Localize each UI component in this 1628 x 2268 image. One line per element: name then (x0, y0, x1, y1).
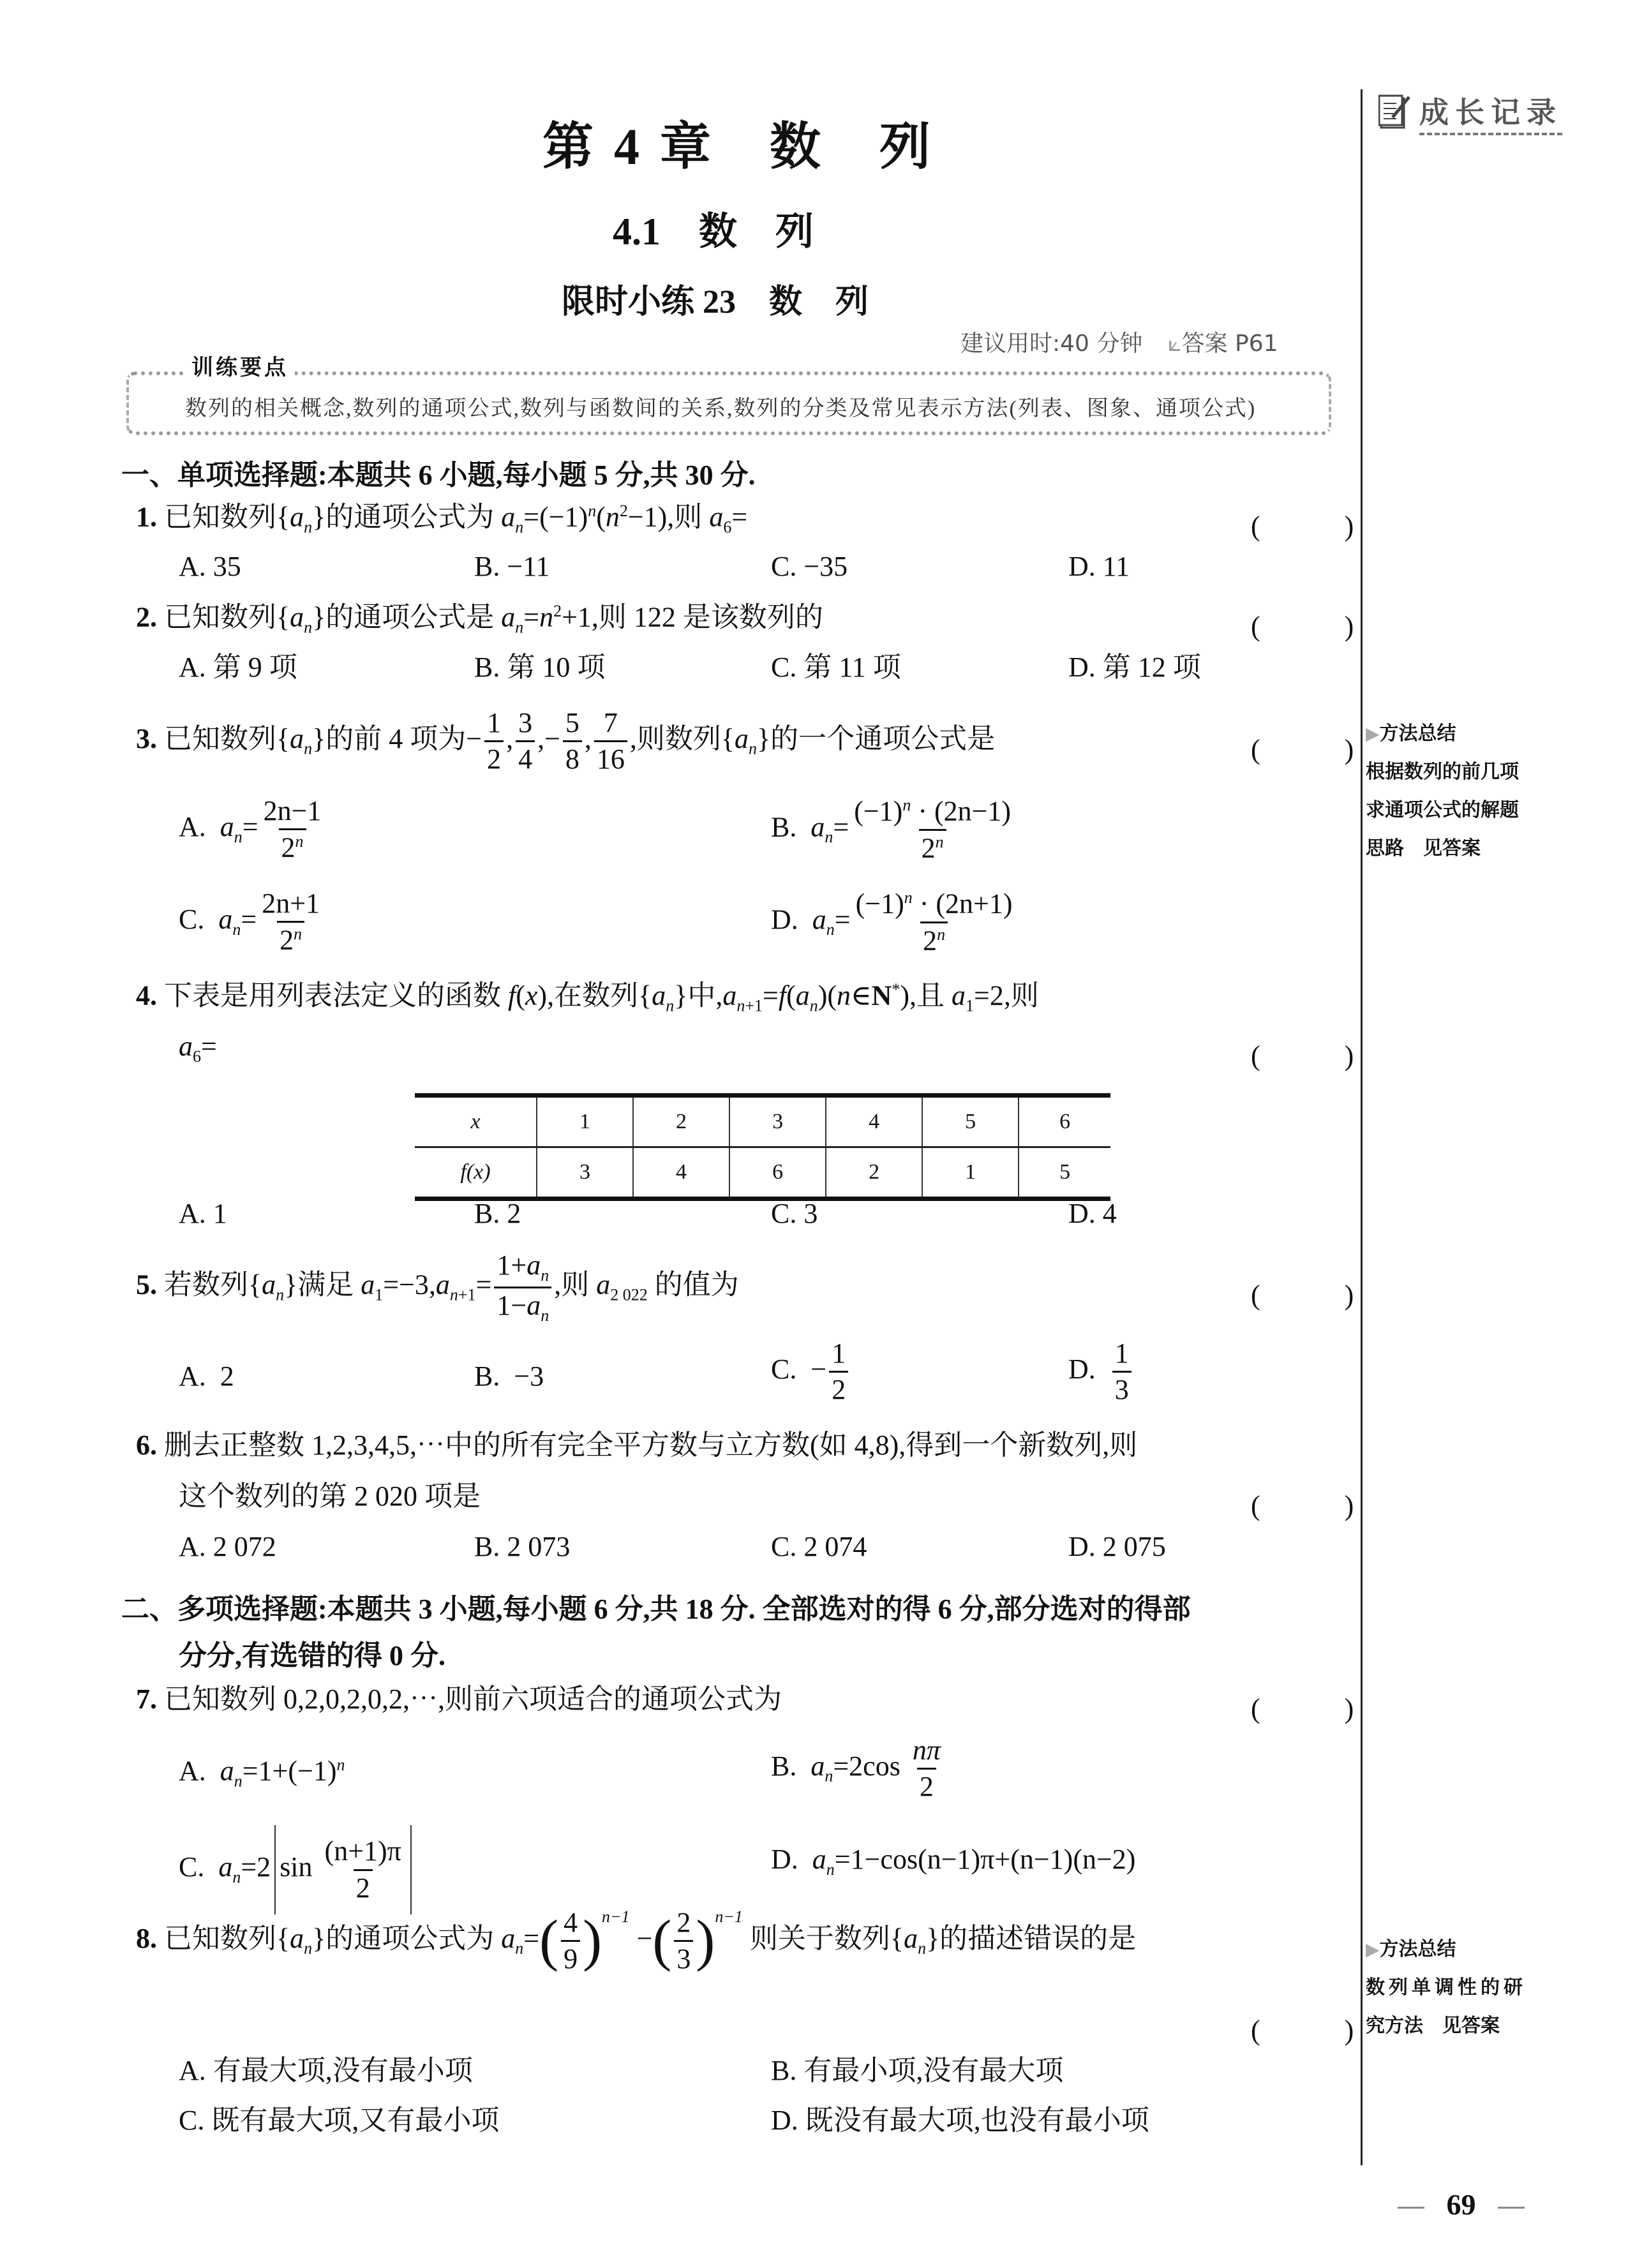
function-table (415, 1093, 1110, 1201)
growth-record-logo: 成长记录 (1378, 89, 1562, 135)
section-title: 4.1 数 列 (613, 211, 814, 253)
q3-option-c[interactable]: C. $a_n=$ $\frac{2n+1}{2^n}$ (179, 888, 320, 956)
q6-option-d[interactable]: D. 2 075 (1068, 1531, 1166, 1562)
q4-option-b[interactable]: B. 2 (474, 1198, 521, 1229)
page-number: 69 (1398, 2188, 1525, 2221)
double-arrow-icon: ▶ (1366, 723, 1380, 744)
question-6-line2: 这个数列的第 2 020 项是 (179, 1481, 481, 1512)
table-header-x: x (415, 1096, 537, 1147)
question-6: 6. 删去正整数 1,2,3,4,5,⋯中的所有完全平方数与立方数(如 4,8),得到一个新数列,则 (136, 1429, 1138, 1461)
q1-option-a[interactable]: A. 35 (179, 551, 241, 582)
q3-option-b[interactable]: B. $a_n=$ $\frac{(-1)^n \cdot (2n-1)}{2^n}$ (771, 795, 1012, 864)
answer-blank-2[interactable]: ( ) (1251, 611, 1354, 642)
margin-divider (1361, 89, 1363, 2165)
table-cell: 6 (729, 1147, 826, 1199)
q6-option-c[interactable]: C. 2 074 (771, 1531, 867, 1562)
question-1: 1. 已知数列$\{a_n\}$的通项公式为 $a_n=(-1)^n(n^2-1)$,则 $a_6=$ (136, 501, 748, 537)
q7-option-a[interactable]: A. $a_n=1+(-1)^n$ (179, 1755, 345, 1791)
question-3: 3. 已知数列$\{a_n\}$的前 4 项为− $\frac{1}{2}$ , $\frac{3}{4}$ ,− $\frac{5}{8}$ , $\frac{7}{16}$ ,则数列$\{a_n\}$的一个通项公式是 (136, 707, 996, 775)
answer-blank-1[interactable]: ( ) (1251, 511, 1354, 542)
table-cell: 5 (922, 1096, 1019, 1147)
page-dash-left (1398, 2207, 1424, 2209)
answer-blank-7[interactable]: ( ) (1251, 1693, 1354, 1724)
page-dash-right (1498, 2207, 1525, 2209)
q7-option-b[interactable]: B. $a_n=2\cos$ $\frac{n\pi}{2}$ (771, 1735, 941, 1803)
question-5: 5. 若数列$\{a_n\}$满足 $a_1=-3,a_{n+1}=$ $\frac{1+a_n}{1-a_n}$ ,则 $a_{2 022}$ 的值为 (136, 1250, 739, 1325)
key-points-text: 数列的相关概念,数列的通项公式,数列与函数间的关系,数列的分类及常见表示方法(列表、图象、通项公式) (185, 397, 1257, 421)
section-2-heading: 二、多项选择题:本题共 3 小题,每小题 6 分,共 18 分. 全部选对的得 6 分,部分选对的得部 (121, 1593, 1191, 1625)
answer-blank-6[interactable]: ( ) (1251, 1490, 1354, 1521)
method-note-1: ▶方法总结 根据数列的前几项 求通项公式的解题 思路 见答案 (1366, 722, 1519, 860)
table-cell: 4 (633, 1147, 729, 1199)
section-1-heading: 一、单项选择题:本题共 6 小题,每小题 5 分,共 30 分. (121, 459, 756, 491)
answer-reference[interactable]: ⟀答案 P61 (1168, 331, 1278, 357)
answer-blank-3[interactable]: ( ) (1251, 734, 1354, 765)
section-2-heading-line2: 分分,有选错的得 0 分. (179, 1640, 445, 1671)
table-header-fx: f(x) (460, 1160, 491, 1184)
notepad-pencil-icon (1378, 93, 1414, 131)
q5-option-c[interactable]: C. − $\frac{1}{2}$ (771, 1339, 851, 1405)
q2-option-c[interactable]: C. 第 11 项 (771, 652, 901, 683)
table-cell: 4 (826, 1096, 922, 1147)
double-arrow-icon: ▶ (1366, 1939, 1380, 1960)
question-7: 7. 已知数列 0,2,0,2,0,2,⋯,则前六项适合的通项公式为 (136, 1683, 782, 1715)
question-8: 8. 已知数列$\{a_n\}$的通项公式为 $a_n=$( $\frac{4}{9}$ )$^{n-1}$ −( $\frac{2}{3}$ )$^{n-1}$ 则关于数列$\{a_n\}$的描述错误的是 (136, 1907, 1137, 1975)
answer-blank-5[interactable]: ( ) (1251, 1279, 1354, 1311)
q1-option-b[interactable]: B. −11 (474, 551, 550, 582)
q2-option-d[interactable]: D. 第 12 项 (1068, 652, 1201, 683)
q8-option-c[interactable]: C. 既有最大项,又有最小项 (179, 2105, 500, 2136)
q6-option-b[interactable]: B. 2 073 (474, 1531, 571, 1562)
table-cell: 2 (826, 1147, 922, 1199)
table-cell: 1 (922, 1147, 1019, 1199)
q5-option-a[interactable]: A. 2 (179, 1361, 234, 1392)
method-note-2: ▶方法总结 数列单调性的研 究方法 见答案 (1366, 1938, 1527, 2037)
exercise-title: 限时小练 23 数 列 (562, 284, 869, 320)
q2-option-a[interactable]: A. 第 9 项 (179, 652, 297, 683)
q3-option-a[interactable]: A. $a_n=$ $\frac{2n-1}{2^n}$ (179, 795, 322, 863)
question-4: 4. 下表是用列表法定义的函数 f(x),在数列$\{a_n\}$中$,a_{n+1}=f(a_n)(n\in N^*)$,且 $a_1=2$,则 (136, 980, 1039, 1015)
q4-option-c[interactable]: C. 3 (771, 1198, 818, 1229)
chapter-title: 第 4 章 数 列 (542, 119, 934, 175)
q3-option-d[interactable]: D. $a_n=$ $\frac{(-1)^n \cdot (2n+1)}{2^n}$ (771, 888, 1013, 957)
q5-option-b[interactable]: B. −3 (474, 1361, 544, 1392)
question-2: 2. 已知数列$\{a_n\}$的通项公式是 $a_n=n^2+1$,则 122 是该数列的 (136, 601, 823, 637)
q6-option-a[interactable]: A. 2 072 (179, 1531, 276, 1562)
table-row-fx (415, 1147, 1110, 1199)
q8-option-d[interactable]: D. 既没有最大项,也没有最小项 (771, 2105, 1149, 2136)
answer-arrow-icon: ⟀ (1168, 331, 1182, 357)
table-cell: 3 (729, 1096, 826, 1147)
q2-option-b[interactable]: B. 第 10 项 (474, 652, 606, 683)
q8-option-b[interactable]: B. 有最小项,没有最大项 (771, 2055, 1064, 2086)
q4-option-d[interactable]: D. 4 (1068, 1198, 1117, 1229)
table-cell: 2 (633, 1096, 729, 1147)
table-row-x (415, 1096, 1110, 1147)
table-cell: 6 (1019, 1096, 1110, 1147)
q7-option-d[interactable]: D. $a_n=1-\cos(n-1)\pi+(n-1)(n-2)$ (771, 1844, 1136, 1879)
q1-option-c[interactable]: C. −35 (771, 551, 848, 582)
q8-option-a[interactable]: A. 有最大项,没有最小项 (179, 2055, 473, 2086)
q1-option-d[interactable]: D. 11 (1068, 551, 1130, 582)
answer-blank-4[interactable]: ( ) (1251, 1040, 1354, 1071)
table-cell: 5 (1019, 1147, 1110, 1199)
q7-option-c[interactable]: C. $a_n=2$ sin $\frac{(n+1)\pi}{2}$ (179, 1825, 415, 1914)
table-cell: 3 (537, 1147, 633, 1199)
answer-blank-8[interactable]: ( ) (1251, 2015, 1354, 2046)
q4-option-a[interactable]: A. 1 (179, 1198, 227, 1229)
question-4-line2: $a_6=$ (179, 1031, 217, 1066)
key-points-title: 训练要点 (185, 350, 295, 381)
suggested-time: 建议用时:40 分钟 (960, 331, 1143, 357)
q5-option-d[interactable]: D. $\frac{1}{3}$ (1068, 1339, 1134, 1405)
table-cell: 1 (537, 1096, 633, 1147)
